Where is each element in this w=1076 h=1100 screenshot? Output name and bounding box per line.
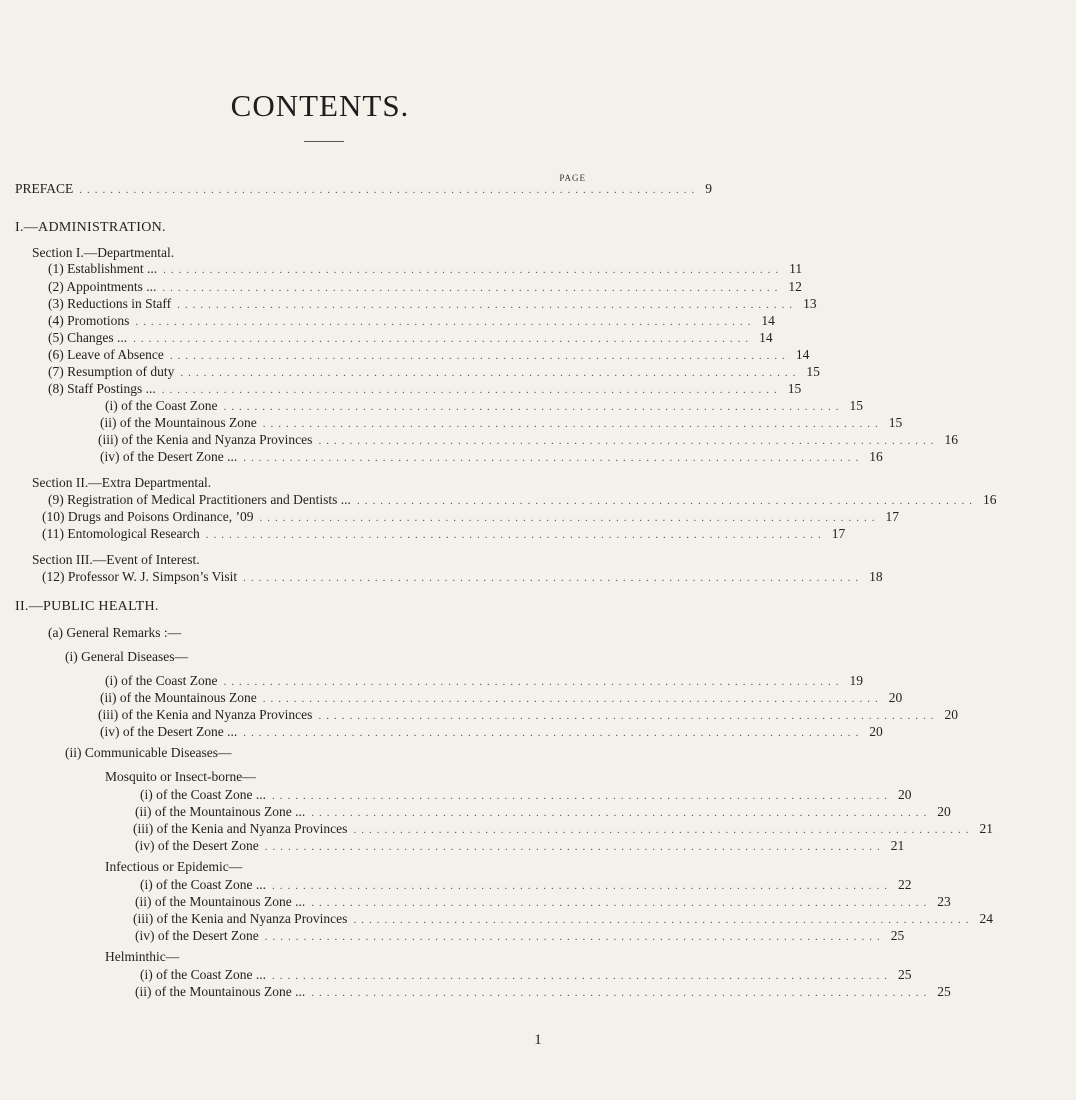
leader-dots: ................................................................................ [353,914,974,926]
leader-dots: ................................................................................ [205,529,826,541]
toc-entry-label: (3) Reductions in Staff [48,296,172,311]
section-heading: Infectious or Epidemic— [105,859,243,874]
toc-entry-label: (12) Professor W. J. Simpson’s Visit [42,569,238,584]
toc-entry [135,893,951,910]
toc-entry [42,525,846,542]
toc-page-number: 25 [937,984,951,999]
toc-page-number: 18 [869,569,883,584]
toc-page-number: 9 [705,181,713,196]
toc-page-number: 20 [937,804,951,819]
toc-entry [48,491,997,508]
leader-dots: ................................................................................ [262,693,883,705]
toc-entry [48,329,773,346]
toc-entry-label: (2) Appointments ... [48,279,157,294]
leader-dots: ................................................................................ [264,841,885,853]
toc-entry-label: (9) Registration of Medical Practitioners and Dentists ... [48,492,351,507]
toc-page-number: 17 [831,526,846,541]
toc-entry [140,876,912,893]
leader-dots: ................................................................................ [177,299,798,311]
leader-dots: ................................................................................ [353,824,974,836]
toc-page-number: 21 [979,821,993,836]
section-heading: (i) General Diseases— [65,649,188,664]
toc-entry-label: (10) Drugs and Poisons Ordinance, ’09 [42,509,254,524]
toc-entry [133,910,993,927]
leader-dots: ................................................................................ [259,512,880,524]
toc-page-number: 17 [885,509,899,524]
toc-entry [100,689,903,706]
toc-entry-label: (ii) of the Mountainous Zone ... [135,894,306,909]
leader-dots: ................................................................................ [243,452,864,464]
leader-dots: ................................................................................ [223,676,844,688]
toc-page-number: 23 [937,894,951,909]
toc-entry-label: (ii) of the Mountainous Zone [100,690,257,705]
toc-entry [42,508,899,525]
leader-dots: ................................................................................ [243,727,864,739]
toc-entry-label: (ii) of the Mountainous Zone ... [135,984,306,999]
toc-entry-label: (iv) of the Desert Zone [135,928,259,943]
toc-page-number: 15 [806,364,820,379]
toc-entry [48,363,820,380]
toc-page-number: 25 [897,967,912,982]
toc-page-number: 25 [890,928,905,943]
leader-dots: ................................................................................ [311,987,932,999]
toc-entry-label: (iv) of the Desert Zone ... [100,724,238,739]
part-heading: I.—ADMINISTRATION. [15,220,166,235]
toc-entry-label: (i) of the Coast Zone ... [140,967,266,982]
toc-entry [100,723,883,740]
toc-entry [48,295,817,312]
leader-dots: ................................................................................ [133,333,754,345]
toc-entry [100,414,903,431]
toc-entry [100,448,883,465]
toc-entry [42,568,883,585]
toc-entry-label: (5) Changes ... [48,330,128,345]
toc-entry [133,820,993,837]
toc-page-number: 16 [944,432,958,447]
toc-page-number: 20 [869,724,883,739]
title-rule [304,141,344,142]
toc-page-number: 14 [795,347,810,362]
toc-entry [48,278,802,295]
toc-entry-label: (iv) of the Desert Zone ... [100,449,238,464]
toc-entry-label: PREFACE [15,181,74,196]
toc-page-number: 19 [849,673,863,688]
section-heading: Section II.—Extra Departmental. [32,475,212,490]
toc-entry [48,260,803,277]
toc-entry-label: (6) Leave of Absence [48,347,164,362]
toc-entry-label: (i) of the Coast Zone ... [140,877,266,892]
toc-entry-label: (iii) of the Kenia and Nyanza Provinces [133,821,348,836]
section-heading: Helminthic— [105,949,180,964]
toc-entry [105,672,863,689]
toc-page-number: 16 [869,449,883,464]
toc-entry [135,983,951,1000]
toc-entry-label: (ii) of the Mountainous Zone [100,415,257,430]
toc-entry [98,431,958,448]
toc-page-number: 22 [897,877,912,892]
leader-dots: ................................................................................ [271,970,892,982]
toc-page-number: 14 [761,313,775,328]
toc-page-number: 14 [759,330,773,345]
toc-entry-label: (iv) of the Desert Zone [135,838,259,853]
toc-entry [135,803,951,820]
toc-entry-label: (4) Promotions [48,313,130,328]
toc-entry-label: (i) of the Coast Zone [105,398,218,413]
page-number: 1 [534,1032,542,1048]
page-title: CONTENTS. [230,88,410,123]
toc-entry [140,966,912,983]
toc-page-number: 20 [897,787,912,802]
leader-dots: ................................................................................ [135,316,756,328]
toc-entry-label: (i) of the Coast Zone [105,673,218,688]
toc-entry [135,837,905,854]
leader-dots: ................................................................................ [356,495,977,507]
toc-page-number: 12 [788,279,802,294]
toc-page-number: 15 [888,415,903,430]
toc-entry-label: (1) Establishment ... [48,261,158,276]
toc-page-number: 20 [944,707,958,722]
leader-dots: ................................................................................ [311,807,932,819]
leader-dots: ................................................................................ [163,264,784,276]
leader-dots: ................................................................................ [271,790,892,802]
leader-dots: ................................................................................ [223,401,844,413]
leader-dots: ................................................................................ [169,350,790,362]
section-heading: (a) General Remarks :— [48,625,182,640]
toc-entry-label: (iii) of the Kenia and Nyanza Provinces [133,911,348,926]
leader-dots: ................................................................................ [264,931,885,943]
part-heading: II.—PUBLIC HEALTH. [15,599,159,614]
toc-entry [98,706,958,723]
toc-entry-label: (i) of the Coast Zone ... [140,787,266,802]
toc-entry [48,312,775,329]
toc-page-number: 21 [890,838,905,853]
leader-dots: ................................................................................ [161,384,782,396]
section-heading: Mosquito or Insect-borne— [105,769,256,784]
toc-page-number: 13 [803,296,817,311]
toc-entry-label: (ii) of the Mountainous Zone ... [135,804,306,819]
section-heading: Section III.—Event of Interest. [32,552,200,567]
page-column-header: PAGE [559,173,586,183]
section-heading: (ii) Communicable Diseases— [65,745,232,760]
toc-page-number: 16 [982,492,997,507]
leader-dots: ................................................................................ [162,282,783,294]
leader-dots: ................................................................................ [262,418,883,430]
toc-entry-label: (11) Entomological Research [42,526,200,541]
leader-dots: ................................................................................ [271,880,892,892]
leader-dots: ................................................................................ [318,710,939,722]
toc-entry [15,180,713,197]
toc-entry [48,380,802,397]
toc-page-number: 11 [789,261,803,276]
leader-dots: ................................................................................ [318,435,939,447]
toc-entry-label: (7) Resumption of duty [48,364,175,379]
toc-entry [48,346,810,363]
toc-entry-label: (iii) of the Kenia and Nyanza Provinces [98,707,313,722]
toc-entry [140,786,912,803]
section-heading: Section I.—Departmental. [32,245,175,260]
leader-dots: ................................................................................ [311,897,932,909]
toc-entry [135,927,905,944]
leader-dots: ................................................................................ [180,367,801,379]
toc-entry-label: (iii) of the Kenia and Nyanza Provinces [98,432,313,447]
toc-page-number: 20 [888,690,903,705]
leader-dots: ................................................................................ [243,572,864,584]
toc-page-number: 24 [979,911,993,926]
toc-page-number: 15 [849,398,863,413]
toc-entry [105,397,863,414]
toc-page-number: 15 [787,381,802,396]
leader-dots: ................................................................................ [79,184,700,196]
toc-entry-label: (8) Staff Postings ... [48,381,156,396]
